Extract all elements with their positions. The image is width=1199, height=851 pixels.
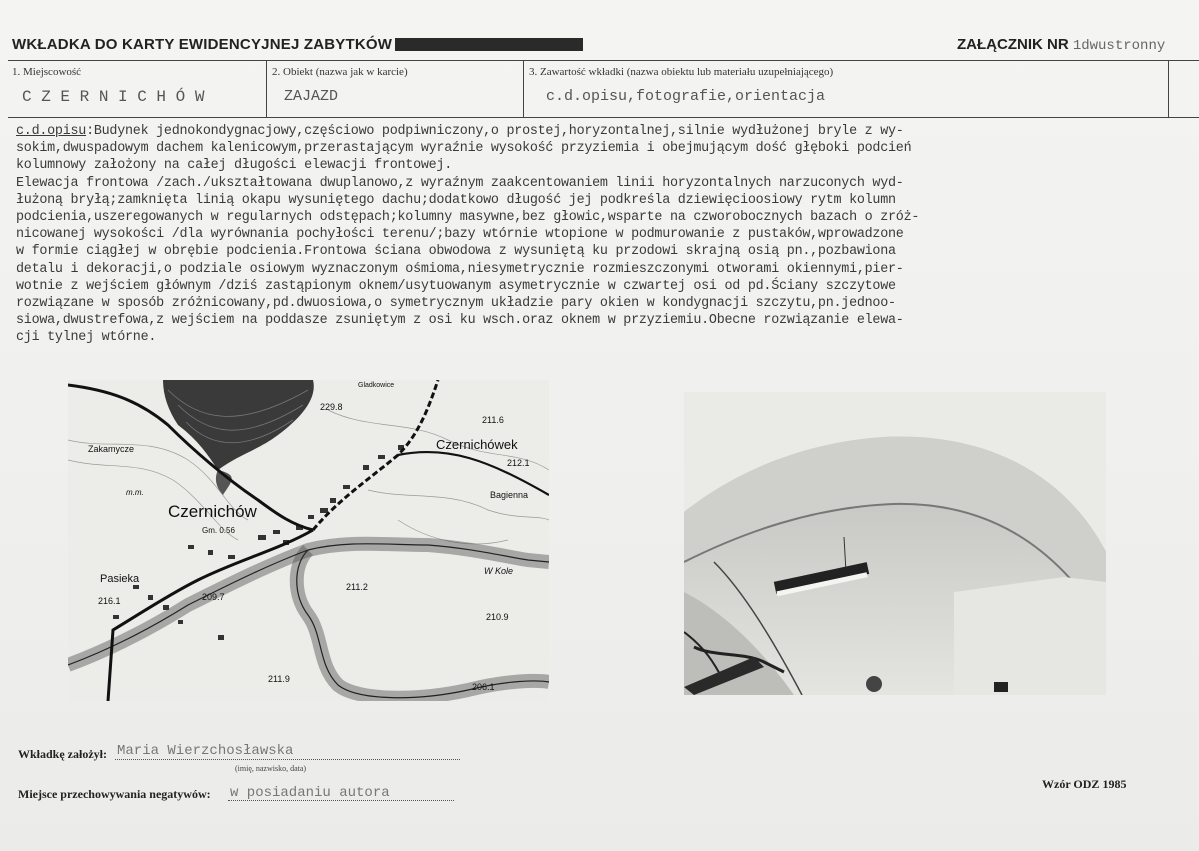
- topographic-map: [68, 380, 549, 701]
- description-line-4: łużoną bryłą;zamknięta linią okapu wysuniętego dachu;dodatkowo długość jej podkreśla dziewięcioosiowy rytm kolumn: [16, 192, 896, 208]
- attachment-value: 1dwustronny: [1072, 38, 1166, 54]
- description-line-2: kolumnowy założony na całej długości elewacji frontowej.: [16, 158, 452, 174]
- content-label: 3. Zawartość wkładki (nazwa obiektu lub materiału uzupełniającego): [529, 66, 834, 78]
- description-line-8: detalu i dekoracji,o podziale osiowym wyznaczonym ośmioma,niesymetrycznie rozmieszczonymi otworami okiennymi,pier-: [16, 261, 904, 277]
- attachment-label: ZAŁĄCZNIK NR: [957, 36, 1069, 53]
- spot-height-5: 209.7: [202, 592, 225, 602]
- interior-vault-photo: [684, 392, 1106, 695]
- spot-height-3: 211.2: [346, 582, 368, 592]
- header-rule-bottom: [8, 117, 1199, 118]
- map-label-gladkowice: Gladkowice: [358, 382, 395, 389]
- map-label-mm: m.m.: [126, 488, 144, 497]
- form-pattern-code: Wzór ODZ 1985: [1042, 777, 1127, 791]
- description-line-7: w formie ciągłej w obrębie podcienia.Frontowa ściana obwodowa z wysuniętą ku przodowi skrajną osią pn.,pozbawiona: [16, 244, 896, 260]
- founder-value: Maria Wierzchosławska: [117, 743, 294, 759]
- content-value: c.d.opisu,fotografie,orientacja: [546, 88, 826, 105]
- founder-dotted-line: [115, 759, 460, 760]
- field-divider-2: [523, 60, 524, 117]
- location-map-photo: [68, 380, 549, 701]
- spot-height-0: 229.8: [320, 402, 343, 412]
- vaulted-ceiling-image: [684, 392, 1106, 695]
- object-label: 2. Obiekt (nazwa jak w karcie): [272, 66, 408, 78]
- map-label-bagienna: Bagienna: [490, 490, 529, 500]
- spot-height-6: 216.1: [98, 596, 121, 606]
- spot-height-8: 206.1: [472, 682, 495, 692]
- spot-height-7: 211.9: [268, 674, 290, 684]
- description-line-6: nicowanej wysokości /dla wyrównania pochyłości terenu/;bazy wtórnie wtopione w podmurowanie z pustaków,wprowadzone: [16, 227, 904, 243]
- description-line-5: podcienia,uszeregowanych w regularnych odstępach;kolumny masywne,bez głowic,wsparte na czworobocznych bazach o zróż-: [16, 210, 920, 226]
- storage-dotted-line: [228, 800, 454, 801]
- field-divider-right: [1168, 60, 1169, 117]
- field-divider-1: [266, 60, 267, 117]
- map-label-czernichow: Czernichów: [168, 502, 257, 521]
- attachment-number: [957, 36, 1165, 54]
- description-line-11: siowa,dwustrefowa,z wejściem na poddasze zsuniętym z osi ku wsch.oraz oknem w przyziemiu.Obecne rozwiązanie elewa-: [16, 313, 904, 329]
- spot-height-2: 212.1: [507, 458, 530, 468]
- description-line-3: Elewacja frontowa /zach./ukształtowana dwuplanowo,z wyraźnym zaakcentowaniem linii horyzontalnych narzuconych wyd-: [16, 175, 904, 191]
- map-label-pasieka: Pasieka: [100, 573, 140, 585]
- description-lead: c.d.opisu: [16, 124, 87, 139]
- description-text: [16, 123, 1196, 347]
- description-line-1: sokim,dwuspadowym dachem kalenicowym,przerastającym wyraźnie wysokość przyziemia i obejmującym dość głęboki podcień: [16, 141, 912, 157]
- place-label: 1. Miejscowość: [12, 66, 82, 78]
- map-label-w-kole: W Kole: [484, 566, 514, 576]
- place-value: C Z E R N I C H Ó W: [22, 88, 205, 106]
- description-line-0: :Budynek jednokondygnacjowy,częściowo podpiwniczony,o prostej,horyzontalnej,silnie wydłużonej bryle z wy-: [86, 124, 904, 139]
- founder-label: Wkładkę założył:: [18, 747, 107, 761]
- description-line-10: rozwiązane w sposób zróżnicowany,pd.dwuosiowa,o symetrycznym układzie pary okien w kondygnacji szczytu,pn.jednoo-: [16, 296, 896, 312]
- storage-value: w posiadaniu autora: [230, 785, 390, 801]
- header-rule-top: [8, 60, 1199, 61]
- form-title: WKŁADKA DO KARTY EWIDENCYJNEJ ZABYTKÓW: [12, 36, 393, 53]
- founder-hint: (imię, nazwisko, data): [235, 764, 307, 773]
- redaction-bar: [395, 38, 583, 51]
- map-label-czernichowek: Czernichówek: [436, 437, 518, 452]
- map-label-zakamycze: Zakamycze: [88, 444, 135, 454]
- storage-label: Miejsce przechowywania negatywów:: [18, 787, 211, 801]
- spot-height-4: 210.9: [486, 612, 509, 622]
- description-line-9: wotnie z wejściem głównym /dziś zastąpionym oknem/usytuowanym asymetrycznie w czwartej osi od pd.Ściany szczytowe: [16, 278, 896, 294]
- object-value: ZAJAZD: [284, 88, 339, 105]
- description-line-12: cji tylnej wtórne.: [16, 330, 157, 346]
- map-label-gm: Gm. 0.56: [202, 526, 235, 535]
- spot-height-1: 211.6: [482, 415, 504, 425]
